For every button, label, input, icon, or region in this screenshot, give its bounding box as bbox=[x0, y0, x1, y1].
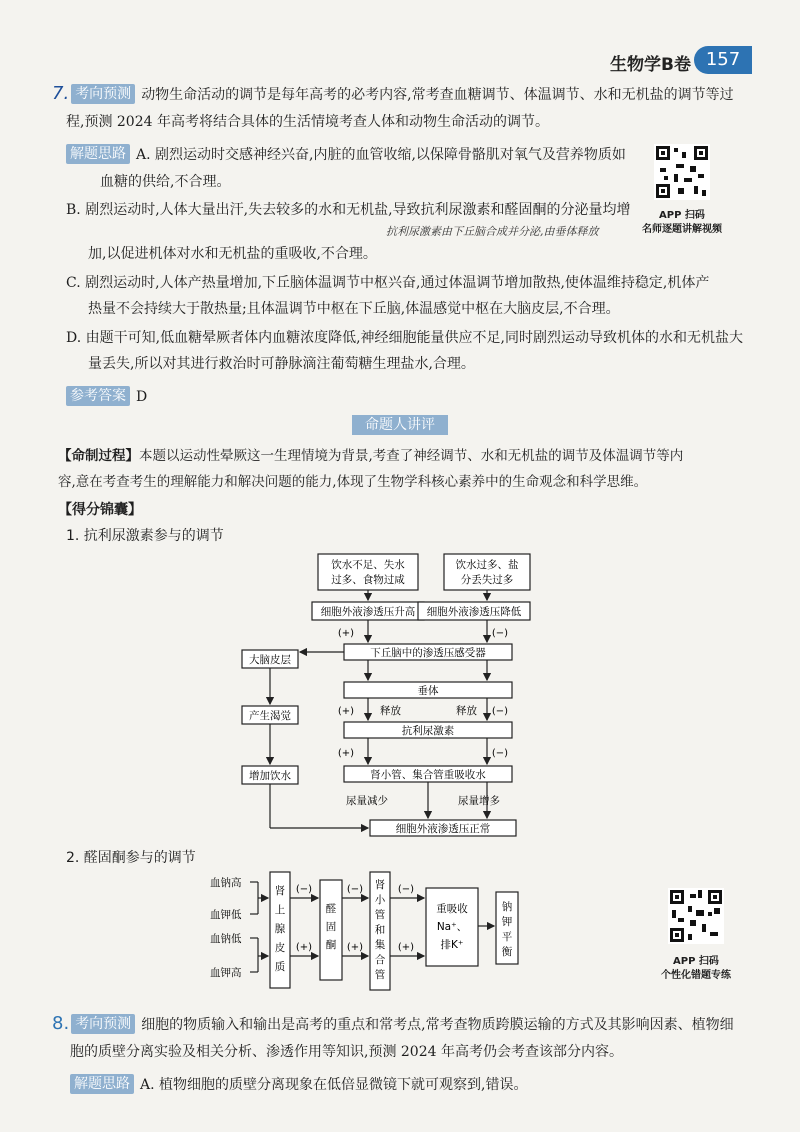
text-na-low: 血钠低 bbox=[210, 933, 242, 945]
d2-adrenal-char: 上 bbox=[274, 904, 286, 916]
qr-caption-1: APP 扫码 bbox=[659, 210, 705, 221]
q7-option-b-line1: B. 剧烈运动时,人体大量出汗,失去较多的水和无机盐,导致抗利尿激素和醛固酮的分泌量均增 bbox=[66, 202, 631, 218]
d2-tubule-char: 和 bbox=[374, 924, 386, 936]
q7-option-b-line2: 加,以促进机体对水和无机盐的重吸收,不合理。 bbox=[88, 246, 377, 262]
q7-option-d-line2: 量丢失,所以对其进行救治时可静脉滴注葡萄糖生理盐水,合理。 bbox=[88, 356, 475, 372]
sign-plus-3: (+) bbox=[337, 748, 355, 759]
q8-option-a: 解题思路 A. 植物细胞的质壁分离现象在低倍显微镜下就可观察到,错误。 bbox=[70, 1074, 527, 1095]
text-water-excess-2: 分丢失过多 bbox=[460, 574, 514, 586]
sign-minus-3: (−) bbox=[491, 748, 509, 759]
q8-prediction-line1: 8. 考向预测 细胞的物质输入和输出是高考的重点和常考点,常考查物质跨膜运输的方式及其影响因素、植物细 bbox=[52, 1013, 734, 1034]
qr-pattern-icon bbox=[654, 144, 710, 200]
sign-minus-1: (−) bbox=[491, 628, 509, 639]
handwritten-note: 抗利尿激素由下丘脑合成并分泌,由垂体释放 bbox=[386, 225, 599, 238]
text-drink: 增加饮水 bbox=[249, 770, 291, 782]
text-adh: 抗利尿激素 bbox=[401, 725, 455, 737]
sign-minus-b: (−) bbox=[346, 884, 364, 895]
q8-prediction-line2: 胞的质壁分离实验及相关分析、渗透作用等知识,预测 2024 年高考仍会考查该部分内容。 bbox=[70, 1044, 623, 1060]
d2-tubule-char: 集 bbox=[374, 939, 386, 951]
qr-caption-4: 个性化错题专练 bbox=[661, 970, 731, 981]
q7-option-c-line1: C. 剧烈运动时,人体产热量增加,下丘脑体温调节中枢兴奋,通过体温调节增加散热,使体温维持稳定,机体产 bbox=[66, 275, 710, 291]
text-urine-more: 尿量增多 bbox=[458, 795, 500, 807]
sign-minus-c: (−) bbox=[397, 884, 415, 895]
d2-aldo-char: 醛 bbox=[325, 903, 337, 915]
text-cortex: 大脑皮层 bbox=[249, 654, 291, 666]
q7-option-a-line2: 血糖的供给,不合理。 bbox=[100, 174, 231, 190]
text-urine-less: 尿量减少 bbox=[346, 795, 388, 807]
d2-adrenal-char: 腺 bbox=[274, 923, 286, 935]
qr-code-practice[interactable] bbox=[668, 888, 724, 944]
sign-plus-2: (+) bbox=[337, 706, 355, 717]
q7-answer bbox=[66, 386, 147, 407]
text-release-1: 释放 bbox=[380, 705, 401, 717]
d2-adrenal-char: 肾 bbox=[274, 885, 286, 897]
text-release-2: 释放 bbox=[456, 705, 477, 717]
sign-minus-2: (−) bbox=[491, 706, 509, 717]
d2-aldo-char: 酮 bbox=[325, 939, 337, 951]
text-reabsorb-3: 排K⁺ bbox=[440, 939, 464, 951]
qr-caption-3: APP 扫码 bbox=[673, 956, 719, 967]
d2-tubule-char: 肾 bbox=[374, 879, 386, 891]
text-normal: 细胞外液渗透压正常 bbox=[395, 823, 491, 835]
text-na-high: 血钠高 bbox=[210, 877, 242, 889]
text-k-high: 血钾高 bbox=[210, 967, 242, 979]
tag-answer: 参考答案 bbox=[66, 386, 130, 406]
text-tubule bbox=[375, 878, 386, 981]
text-water-deficit-2: 过多、食物过咸 bbox=[331, 574, 405, 586]
q7-prediction-line1: 7. 考向预测 动物生命活动的调节是每年高考的必考内容,常考查血糖调节、体温调节、水和无机盐的调节等过 bbox=[52, 83, 734, 104]
d2-balance-char: 钾 bbox=[501, 916, 513, 928]
d2-aldo-char: 固 bbox=[325, 921, 337, 933]
tag-thinking-q8: 解题思路 bbox=[70, 1074, 134, 1094]
text-aldosterone bbox=[326, 902, 337, 951]
d2-balance-char: 平 bbox=[501, 931, 513, 943]
q8-number: 8. bbox=[52, 1013, 70, 1034]
text-osm-down: 细胞外液渗透压降低 bbox=[426, 606, 522, 618]
commentary-title: 命题人讲评 bbox=[352, 415, 448, 435]
d2-tubule-char: 合 bbox=[374, 954, 386, 966]
subheading-aldosterone: 2. 醛固酮参与的调节 bbox=[66, 850, 196, 866]
adh-flowchart bbox=[232, 548, 532, 844]
text-reabsorb-1: 重吸收 bbox=[436, 903, 468, 915]
text-water-excess-1: 饮水过多、盐 bbox=[455, 559, 519, 571]
text-k-low: 血钾低 bbox=[210, 909, 242, 921]
page-number: 157 bbox=[694, 46, 752, 74]
process-line1: 【命制过程】本题以运动性晕厥这一生理情境为背景,考查了神经调节、水和无机盐的调节及体温调节等内 bbox=[58, 448, 684, 464]
q7-option-a-line1: 解题思路 A. 剧烈运动时交感神经兴奋,内脏的血管收缩,以保障骨骼肌对氧气及营养物质如 bbox=[66, 144, 626, 165]
sign-plus-c: (+) bbox=[397, 942, 415, 953]
d2-tubule-char: 管 bbox=[374, 909, 386, 921]
sign-plus-a: (+) bbox=[295, 942, 313, 953]
q7-option-d-line1: D. 由题干可知,低血糖晕厥者体内血糖浓度降低,神经细胞能量供应不足,同时剧烈运动导致机体的水和无机盐大 bbox=[66, 330, 743, 346]
qr-caption-2: 名师逐题讲解视频 bbox=[642, 224, 722, 235]
sign-plus-1: (+) bbox=[337, 628, 355, 639]
tips-label: 【得分锦囊】 bbox=[58, 502, 142, 518]
d2-adrenal-char: 皮 bbox=[274, 942, 286, 954]
d2-balance-char: 钠 bbox=[501, 901, 513, 913]
sign-plus-b: (+) bbox=[346, 942, 364, 953]
text-thirst: 产生渴觉 bbox=[249, 710, 291, 722]
tag-prediction: 考向预测 bbox=[71, 84, 135, 104]
tag-thinking: 解题思路 bbox=[66, 144, 130, 164]
sign-minus-a: (−) bbox=[295, 884, 313, 895]
subheading-adh: 1. 抗利尿激素参与的调节 bbox=[66, 528, 224, 544]
text-water-deficit-1: 饮水不足、失水 bbox=[331, 559, 405, 571]
tag-prediction-q8: 考向预测 bbox=[71, 1014, 135, 1034]
q7-prediction-line2: 程,预测 2024 年高考将结合具体的生活情境考查人体和动物生命活动的调节。 bbox=[66, 114, 549, 130]
aldosterone-flowchart bbox=[208, 866, 524, 996]
q7-option-c-line2: 热量不会持续大于散热量;且体温调节中枢在下丘脑,体温感觉中枢在大脑皮层,不合理。 bbox=[88, 301, 620, 317]
book-title: 生物学B卷 bbox=[610, 55, 691, 75]
text-kidney: 肾小管、集合管重吸收水 bbox=[370, 769, 486, 781]
process-line2: 容,意在考查考生的理解能力和解决问题的能力,体现了生物学科核心素养中的生命观念和科学思维。 bbox=[58, 474, 648, 490]
text-receptor: 下丘脑中的渗透压感受器 bbox=[370, 647, 486, 659]
text-pituitary: 垂体 bbox=[417, 685, 439, 697]
qr-pattern-icon bbox=[668, 888, 724, 944]
d2-balance-char: 衡 bbox=[501, 946, 513, 958]
d2-adrenal-char: 质 bbox=[274, 961, 286, 973]
qr-code-video[interactable] bbox=[654, 144, 710, 200]
text-reabsorb-2: Na⁺、 bbox=[436, 921, 468, 933]
d2-tubule-char: 管 bbox=[374, 969, 386, 981]
d2-tubule-char: 小 bbox=[374, 894, 386, 906]
answer-value: D bbox=[136, 389, 148, 405]
q7-number: 7. bbox=[52, 83, 70, 104]
text-osm-up: 细胞外液渗透压升高 bbox=[320, 606, 416, 618]
